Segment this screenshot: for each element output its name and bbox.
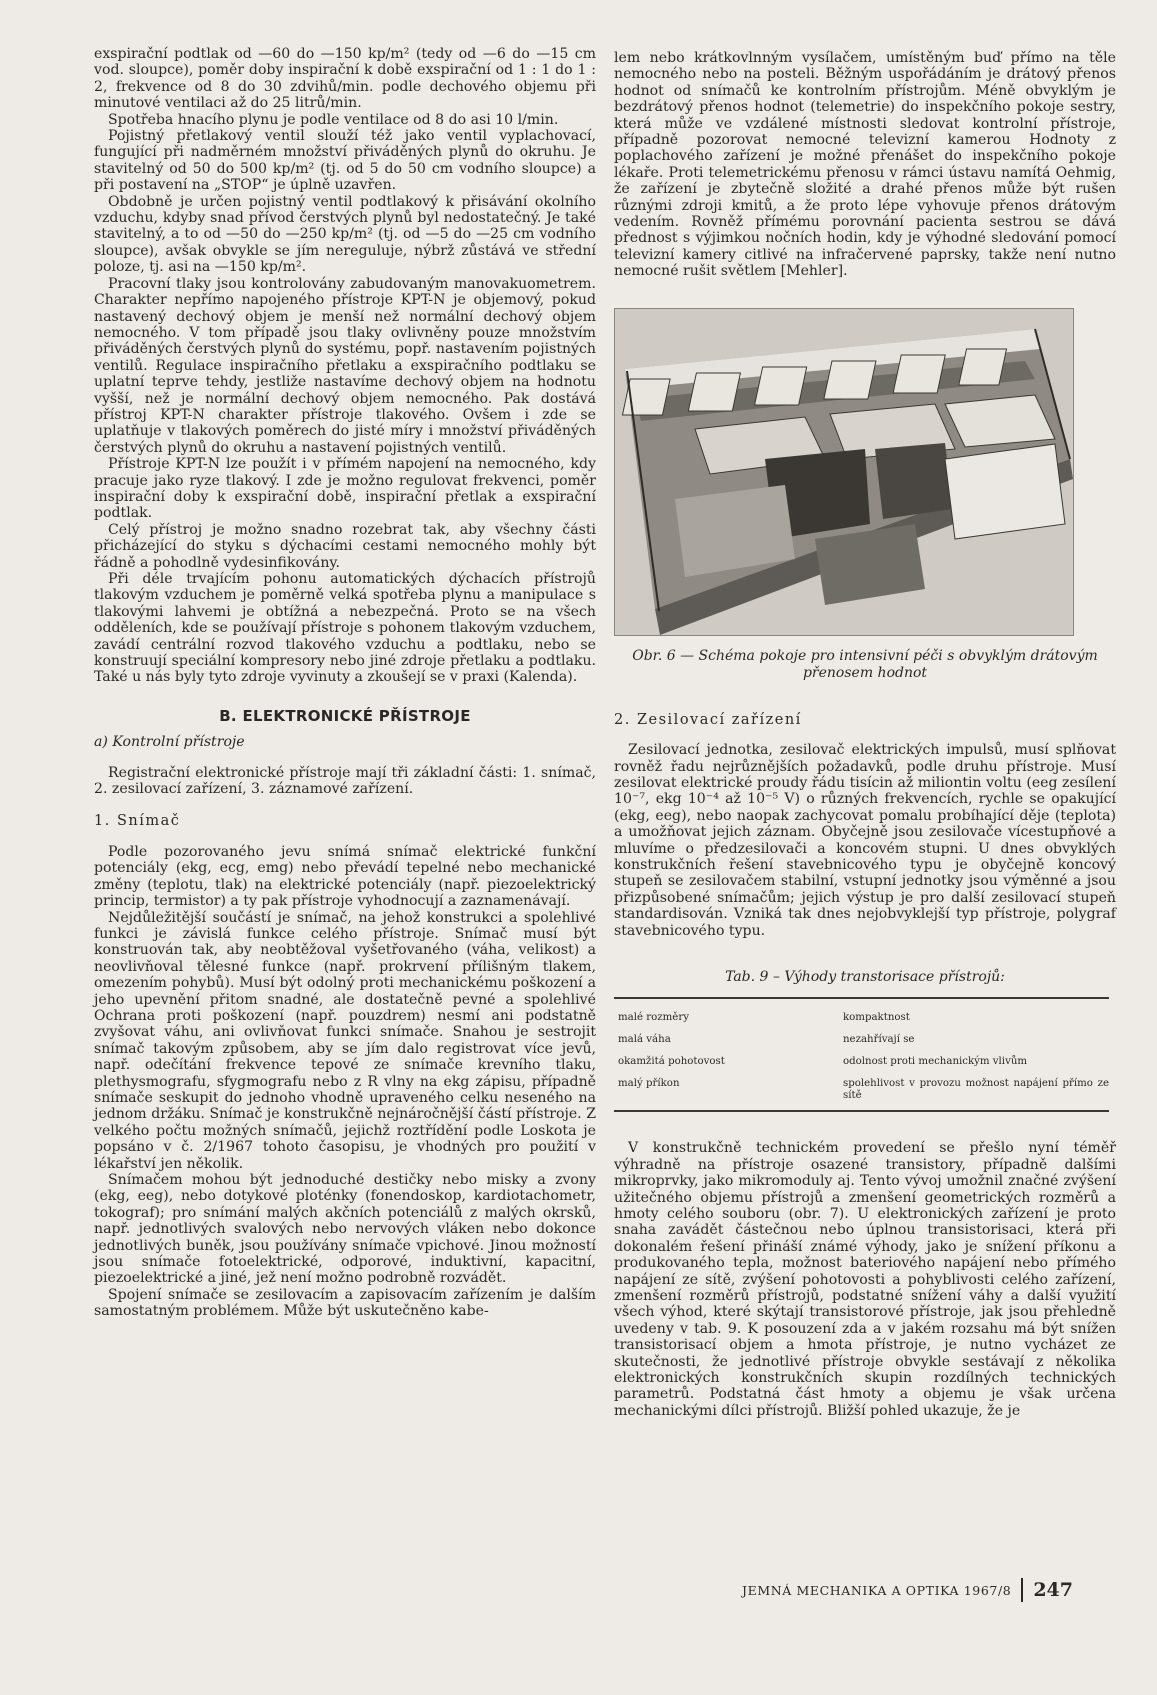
table-cell: okamžitá pohotovost	[618, 1056, 725, 1068]
paragraph: Registrační elektronické přístroje mají tři základní části: 1. snímač, 2. zesilovací zařízení, 3. záznamové zařízení.	[94, 764, 596, 798]
paragraph: exspirační podtlak od —60 do —150 kp/m² (tedy od —6 do —15 cm vod. sloupce), poměr doby inspirační k době exspirační od 1 : 1 do 1 : 2, frekvence od 8 do 30 zdvihů/min. podle dechového objemu při minutové ventilaci až do 25 litrů/min.	[94, 46, 596, 112]
table-cell: odolnost proti mechanickým vlivům	[843, 1056, 1028, 1068]
paragraph: Spotřeba hnacího plynu je podle ventilace od 8 do asi 10 l/min.	[108, 111, 559, 128]
table-row	[614, 1029, 1109, 1051]
table-cell: malá váha	[618, 1034, 671, 1046]
figure-photo	[614, 308, 1074, 636]
figure-caption: Obr. 6 — Schéma pokoje pro intensivní péči s obvyklým drátovým přenosem hodnot	[632, 647, 1098, 681]
paragraph: Při déle trvajícím pohonu automatických dýchacích přístrojů tlakovým vzduchem je poměrně velká spotřeba plynu a manipulace s tlakovými lahvemi je obtížná a nebezpečná. Proto se na všech odděleních, kde se používají přístroje s pohonem tlakovým vzduchem, zavádí centrální rozvod tlakového vzduchu a podtlaku, nebo se konstruují speciální kompresory nebo jiné zdroje přetlaku a podtlaku. Také u nás byly tyto zdroje vyvinuty a zkoušejí se v praxi (Kalenda).	[94, 571, 596, 686]
subsection-heading: 1. Snímač	[94, 813, 181, 830]
table-row	[614, 1051, 1109, 1073]
paragraph: Obdobně je určen pojistný ventil podtlakový k přisávání okolního vzduchu, kdyby snad přívod čerstvých plynů byl nedostatečný. Je také stavitelný, a to od —50 do —250 kp/m² (tj. od —5 do —25 cm vodního sloupce), avšak obvykle se jím nereguluje, nýbrž zůstává ve střední poloze, tj. asi na —150 kp/m².	[94, 193, 596, 276]
room-model-photo	[615, 309, 1073, 635]
advantages-table	[614, 997, 1109, 1112]
right-column	[614, 50, 1116, 1419]
paragraph: Přístroje KPT-N lze použít i v přímém napojení na nemocného, kdy pracuje jako ryze tlakový. I zde je možno regulovat frekvenci, poměr inspirační doby k exspirační době, inspirační přetlak a exspirační podtlak.	[94, 456, 596, 522]
page-footer	[742, 1578, 1073, 1602]
subsection-heading: 2. Zesilovací zařízení	[614, 711, 802, 728]
paragraph: lem nebo krátkovlnným vysílačem, umístěným buď přímo na těle nemocného nebo na posteli. Běžným uspořádáním je drátový přenos hodnot od snímačů ke kontrolním přístrojům. Méně obvyklým je bezdrátový přenos hodnot (telemetrie) do inspekčního pokoje sestry, která může ve vzdálené místnosti sledovat kontrolní přístroje, případně pozorovat nemocné televizní kamerou Hodnoty z poplachového zařízení je možné přenášet do inspekčního pokoje lékaře. Proti telemetrickému přenosu v rámci ústavu namítá Oehmig, že zařízení je zbytečně složité a drahé přenos může být rušen různými zdroji kmitů, a že proto lépe vyhovuje přenos drátovým vedením. Rovněž přímému porovnání pacienta sestrou se dává přednost s výjimkou nočních hodin, kdy je výhodné sledování pomocí televizní kamery citlivé na infračervené paprsky, takže není nutno nemocné rušit světlem [Mehler].	[614, 50, 1116, 280]
table-cell: malý příkon	[618, 1078, 680, 1090]
table-cell: spolehlivost v provozu možnost napájení přímo ze sítě	[843, 1078, 1109, 1102]
figure	[614, 308, 1116, 682]
paragraph: Pracovní tlaky jsou kontrolovány zabudovaným manovakuometrem. Charakter nepřímo napojeného přístroje KPT-N je objemový, pokud nastavený dechový objem je menší než normální dechový objem nemocného. V tom případě jsou tlaky ovlivněny pouze množstvím přiváděných čerstvých plynů do systému, popř. nastavením pojistných ventilů. Regulace inspiračního přetlaku a exspiračního podtlaku se uplatní teprve tehdy, jestliže nastavíme dechový objem na hodnotu vyšší, než je normální dechový objem nemocného. Pak dostává přístroj KPT-N charakter přístroje tlakového. Ovšem i zde se uplatňuje v tlakových poměrech do jisté míry i množství přiváděných čerstvých plynů do okruhu a nastavení pojistných ventilů.	[94, 275, 596, 456]
table-title: Tab. 9 – Výhody transtorisace přístrojů:	[725, 968, 1005, 985]
paragraph: Nejdůležitější součástí je snímač, na jehož konstrukci a spolehlivé funkci je závislá funkce celého přístroje. Snímač musí být konstruován tak, aby neobtěžoval vyšetřovaného (váha, velikost) a neovlivňoval tělesné funkce (např. prokrvení přílišným tlakem, omezením pohybů). Musí být odolný proti mechanickému poškození a jeho upevnění přitom snadné, ale dostatečně pevné a spolehlivé Ochrana proti poškození (např. pouzdrem) nesmí ani podstatně zvyšovat váhu, ani ovlivňovat funkci snímače. Snahou je sestrojit snímač takovým způsobem, aby se jím dalo registrovat více jevů, např. odečítání frekvence tepové ze snímače krevního tlaku, plethysmografu, sfygmografu nebo z R vlny na ekg zápisu, případně snímače seskupit do jednoho vhodně upraveného celku neseného na jednom držáku. Snímač je konstrukčně nejnáročnější částí přístroje. Z velkého počtu možných snímačů, jejichž roztřídění podle Loskota je popsáno v č. 2/1967 tohoto časopisu, je vhodných pro použití v lékařství jen několik.	[94, 909, 596, 1172]
paragraph: Pojistný přetlakový ventil slouží též jako ventil vyplachovací, fungující při nadměrném množství přiváděných plynů do okruhu. Je stavitelný od 50 do 500 kp/m² (tj. od 5 do 50 cm vodního sloupce) a při postavení na „STOP“ je úplně uzavřen.	[94, 128, 596, 194]
table-row	[614, 1073, 1109, 1102]
left-column	[94, 46, 596, 1320]
table-cell: malé rozměry	[618, 1012, 689, 1024]
page-number: 247	[1033, 1579, 1073, 1601]
journal-name: JEMNÁ MECHANIKA A OPTIKA 1967/8	[741, 1582, 1012, 1598]
section-heading: B. ELEKTRONICKÉ PŘÍSTROJE	[219, 706, 471, 725]
table-row	[614, 1007, 1109, 1029]
paragraph: Celý přístroj je možno snadno rozebrat tak, aby všechny části přicházející do styku s dýchacími cestami nemocného mohly být řádně a pohodlně vydesinfikovány.	[94, 521, 596, 571]
paragraph: Podle pozorovaného jevu snímá snímač elektrické funkční potenciály (ekg, ecg, emg) nebo převádí tepelné nebo mechanické změny (teplotu, tlak) na elektrické potenciály (např. piezoelektrický princip, termistor) a ty pak přístroje vyhodnocují a zaznamenávají.	[94, 843, 596, 910]
paragraph: V konstrukčně technickém provedení se přešlo nyní téměř výhradně na přístroje osazené transistory, případně dalšími mikroprvky, jako mikromoduly aj. Tento vývoj umožnil značné zvýšení užitečného objemu přístrojů a zmenšení geometrických rozměrů a hmoty celého souboru (obr. 7). U elektronických zařízení je proto snaha zavádět částečnou nebo úplnou transistorisaci, která při dokonalém řešení přináší známé výhody, jako je snížení příkonu a produkovaného tepla, možnost bateriového napájení nebo přímého napájení ze sítě, zvýšení pohotovosti a pohyblivosti celého zařízení, zmenšení rozměrů přístrojů, podstatné snížení váhy a další využití všech výhod, které skýtají transistorové přístroje, jak jsou přehledně uvedeny v tab. 9. K posouzení zda a v jakém rozsahu má být snížen transistorisací objem a hmota přístroje, je nutno vycházet ze skutečnosti, že jednotlivé přístroje obvykle sestávají z několika elektronických konstrukčních skupin rozdílných technických parametrů. Podstatná část hmoty a objemu je však určena mechanickými dílci přístrojů. Bližší pohled ukazuje, že je	[614, 1140, 1116, 1419]
subsection-heading: a) Kontrolní přístroje	[94, 734, 245, 751]
paragraph: Spojení snímače se zesilovacím a zapisovacím zařízením je dalším samostatným problémem. Může být uskutečněno kabe-	[94, 1286, 596, 1320]
paragraph: Zesilovací jednotka, zesilovač elektrických impulsů, musí splňovat rovněž řadu nejrůznějších požadavků, podle druhu přístroje. Musí zesilovat elektrické proudy řádu tisícin až miliontin voltu (eeg zesílení 10⁻⁷, ekg 10⁻⁴ až 10⁻⁵ V) o různých frekvencích, rychle se opakující (ekg, eeg), nebo naopak zachycovat pomalu probíhající děje (teplota) a umožňovat jejich záznam. Obyčejně jsou zesilovače vícestupňové a mluvíme o předzesilovači a koncovém stupni. U dnes obvyklých konstrukčních řešení stavebnicového typu je obyčejně koncový stupeň se zesilovačem stabilní, vstupní jednotky jsou výměnné a jsou přizpůsobené snímačům; jejich výstup je pro další zesilovací stupeň standardisován. Vzniká tak dnes nejobvyklejší typ přístroje, polygraf stavebnicového typu.	[614, 742, 1116, 939]
footer-divider	[1021, 1578, 1023, 1602]
table-cell: nezahřívají se	[843, 1034, 915, 1046]
table-cell: kompaktnost	[843, 1012, 910, 1024]
paragraph: Snímačem mohou být jednoduché destičky nebo misky a zvony (ekg, eeg), nebo dotykové ploténky (fonendoskop, kardiotachometr, tokograf); pro snímání malých akčních potenciálů z malých okrsků, např. jednotlivých svalových nebo nervových vláken nebo dokonce jednotlivých buněk, jsou používány snímače vpichové. Jinou možností jsou snímače fotoelektrické, odporové, induktivní, kapacitní, piezoelektrické a jiné, jež není možno podrobně rozvádět.	[94, 1172, 596, 1287]
